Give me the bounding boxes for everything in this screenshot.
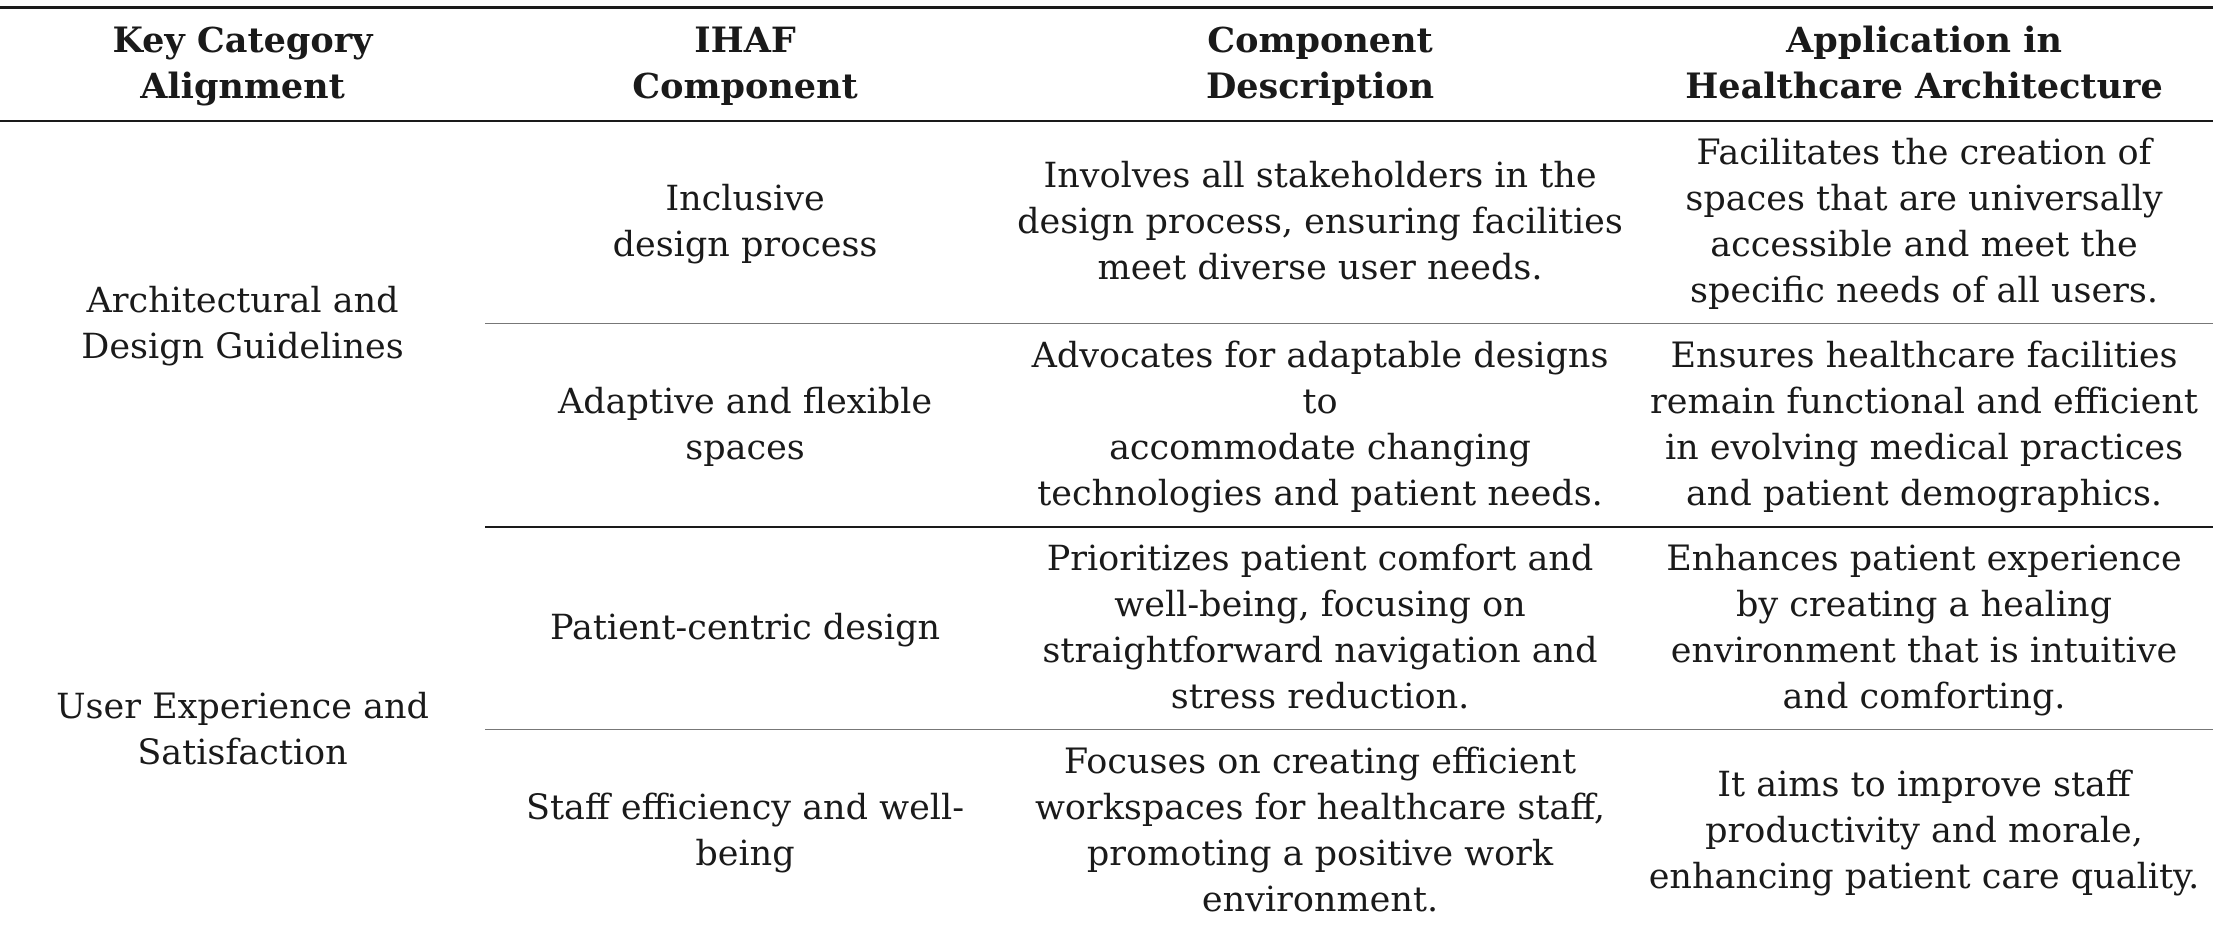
cell-line: Design Guidelines (81, 327, 404, 367)
header-component-description (1005, 8, 1635, 121)
category-cell (0, 527, 485, 933)
component-cell (485, 527, 1005, 730)
cell-line: accessible and meet the (1710, 225, 2138, 266)
cell-line: spaces that are universally (1685, 179, 2163, 220)
application-cell (1635, 730, 2213, 933)
header-line: Alignment (140, 66, 345, 108)
header-line: Key Category (112, 20, 373, 62)
header-application (1635, 8, 2213, 121)
table-header (0, 8, 2213, 121)
cell-line: well-being, focusing on (1114, 585, 1526, 626)
application-cell (1635, 324, 2213, 527)
cell-line: specific needs of all users. (1690, 271, 2158, 312)
cell-line: Patient-centric design (549, 608, 941, 649)
cell-line: productivity and morale, (1705, 811, 2143, 852)
cell-line: stress reduction. (1170, 677, 1470, 718)
application-cell (1635, 527, 2213, 730)
cell-line: environment. (1201, 880, 1439, 921)
table-body (0, 121, 2213, 933)
description-cell (1005, 121, 1635, 324)
cell-line: accommodate changing (1109, 427, 1531, 468)
description-cell (1005, 730, 1635, 933)
cell-line: and comforting. (1782, 677, 2066, 718)
cell-line: meet diverse user needs. (1097, 248, 1543, 289)
cell-line: by creating a healing (1736, 585, 2112, 626)
cell-line: enhancing patient care quality. (1648, 857, 2200, 898)
cell-line: Architectural and (86, 281, 399, 321)
cell-line: design process, ensuring facilities (1017, 202, 1623, 243)
cell-line: Prioritizes patient comfort and (1046, 539, 1594, 580)
cell-line: Facilitates the creation of (1696, 133, 2152, 174)
cell-line: remain functional and efficient (1650, 381, 2198, 422)
header-key-category (0, 8, 485, 121)
header-ihaf-component (485, 8, 1005, 121)
cell-line: technologies and patient needs. (1037, 473, 1603, 514)
cell-line: in evolving medical practices (1664, 427, 2184, 468)
cell-line: User Experience and (56, 686, 429, 727)
cell-line: promoting a positive work (1086, 834, 1554, 875)
component-cell (485, 121, 1005, 324)
component-cell (485, 730, 1005, 933)
cell-line: Enhances patient experience (1666, 539, 2182, 580)
component-cell (485, 324, 1005, 527)
description-cell (1005, 527, 1635, 730)
category-cell (0, 121, 485, 527)
header-line: IHAF (694, 20, 796, 62)
cell-line: Satisfaction (137, 732, 348, 773)
cell-line: Staff efficiency and well-being (525, 788, 965, 875)
cell-line: Ensures healthcare facilities (1670, 335, 2178, 376)
description-cell (1005, 324, 1635, 527)
cell-line: Advocates for adaptable designs to (1031, 335, 1609, 422)
header-line: Healthcare Architecture (1685, 66, 2163, 108)
table-row (0, 527, 2213, 730)
header-line: Application in (1786, 20, 2062, 62)
application-cell (1635, 121, 2213, 324)
cell-line: Focuses on creating efficient (1063, 742, 1577, 783)
cell-line: workspaces for healthcare staff, (1034, 788, 1606, 829)
cell-line: Involves all stakeholders in the (1043, 156, 1597, 197)
cell-line: Inclusive (665, 179, 825, 220)
cell-line: Adaptive and flexible spaces (557, 381, 933, 468)
cell-line: and patient demographics. (1685, 473, 2163, 514)
ihaf-table (0, 6, 2213, 933)
header-line: Component (632, 66, 858, 108)
cell-line: straightforward navigation and (1042, 631, 1598, 672)
table-row (0, 121, 2213, 324)
cell-line: environment that is intuitive (1670, 631, 2178, 672)
cell-line: It aims to improve staff (1717, 765, 2131, 806)
header-row (0, 8, 2213, 121)
cell-line: design process (612, 225, 878, 266)
header-line: Component (1207, 20, 1433, 62)
header-line: Description (1205, 66, 1435, 108)
